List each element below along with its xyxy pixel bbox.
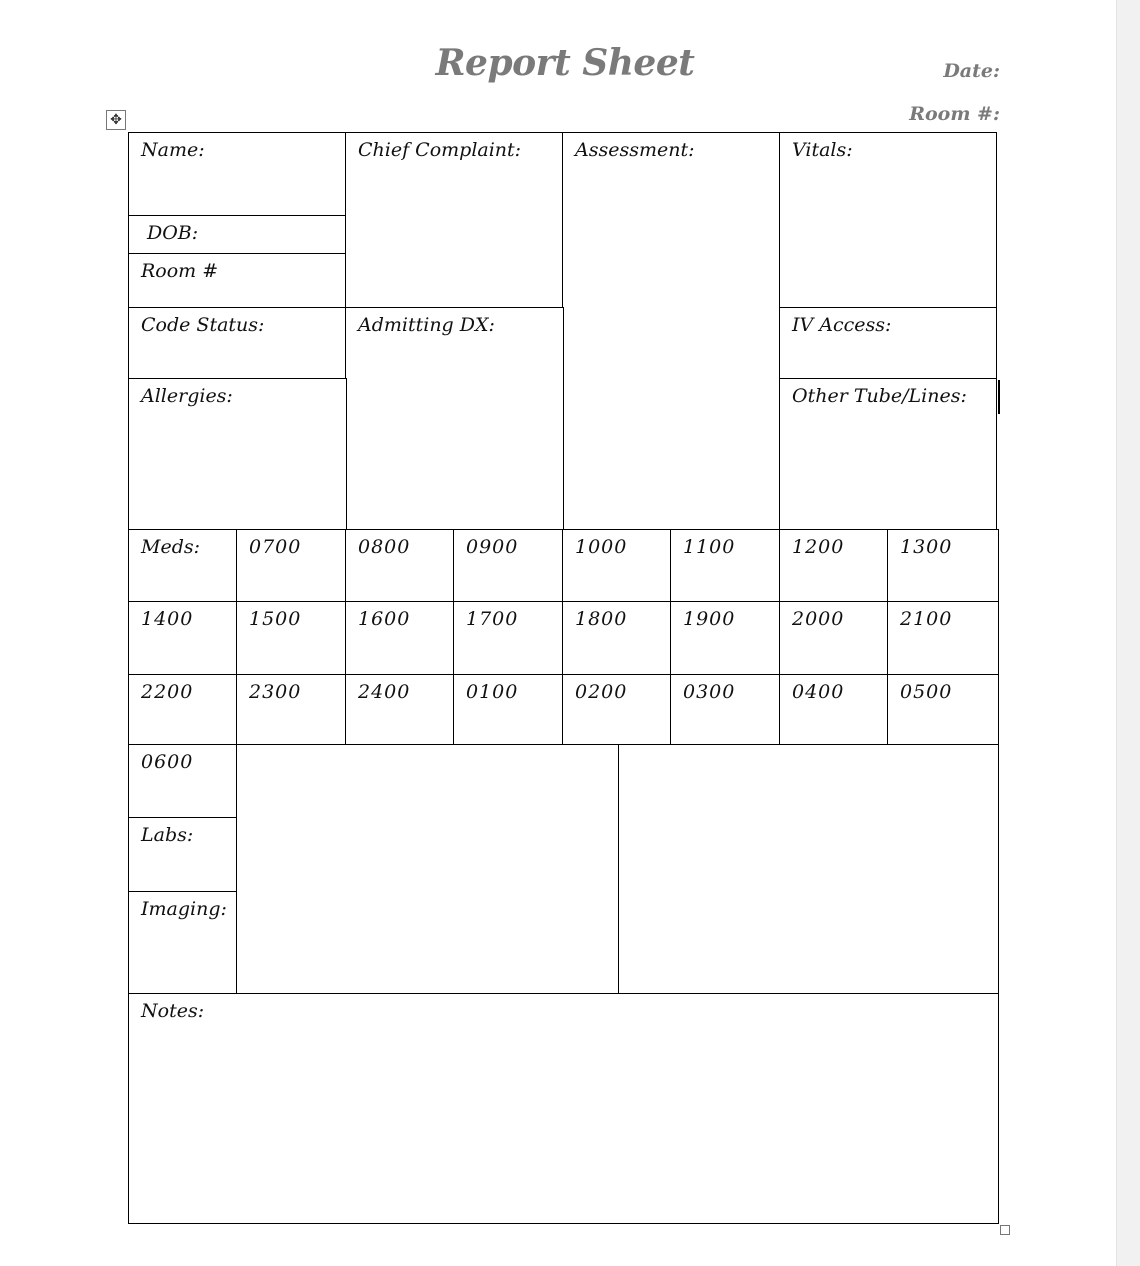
other-tubes-label: Other Tube/Lines: <box>792 385 967 407</box>
med-time-label: 1200 <box>792 536 845 558</box>
iv-access-label: IV Access: <box>792 314 892 336</box>
code-status-label: Code Status: <box>141 314 265 336</box>
code-status-cell[interactable] <box>128 307 347 380</box>
med-time-label: 1000 <box>575 536 628 558</box>
med-time-cell[interactable] <box>236 601 347 676</box>
chief-complaint-cell[interactable] <box>345 132 564 309</box>
med-time-cell[interactable] <box>236 674 347 746</box>
med-time-cell[interactable] <box>779 674 889 746</box>
dob-label: DOB: <box>147 222 199 244</box>
dob-cell[interactable] <box>128 215 347 255</box>
med-time-cell[interactable] <box>562 529 672 603</box>
meds-label-cell[interactable] <box>128 529 238 603</box>
med-time-cell[interactable] <box>887 674 999 746</box>
name-label: Name: <box>141 139 205 161</box>
time-0600-label: 0600 <box>141 751 194 773</box>
room-label: Room # <box>141 260 219 282</box>
med-time-label: 1600 <box>358 608 411 630</box>
med-time-label: 1700 <box>466 608 519 630</box>
med-time-label: 1500 <box>249 608 302 630</box>
allergies-label: Allergies: <box>141 385 233 407</box>
date-label: Date: <box>943 60 1000 82</box>
text-cursor <box>998 380 1000 414</box>
med-time-label: 0700 <box>249 536 302 558</box>
med-time-label: 2100 <box>900 608 953 630</box>
meds-label: Meds: <box>141 536 201 558</box>
med-time-cell[interactable] <box>670 601 781 676</box>
med-time-cell[interactable] <box>562 601 672 676</box>
room-number-label: Room #: <box>909 103 1000 125</box>
med-time-label: 1900 <box>683 608 736 630</box>
med-time-label: 0900 <box>466 536 519 558</box>
time-0600-cell[interactable] <box>128 744 238 819</box>
chief-complaint-label: Chief Complaint: <box>358 139 522 161</box>
med-time-label: 1400 <box>141 608 194 630</box>
name-cell[interactable] <box>128 132 347 217</box>
med-time-cell[interactable] <box>670 674 781 746</box>
labs-imaging-entry-area[interactable] <box>236 744 620 995</box>
imaging-cell[interactable] <box>128 891 238 995</box>
notes-label: Notes: <box>141 1000 205 1022</box>
med-time-cell[interactable] <box>887 601 999 676</box>
admitting-dx-label: Admitting DX: <box>358 314 495 336</box>
med-time-label: 2400 <box>358 681 411 703</box>
imaging-label: Imaging: <box>141 898 227 920</box>
med-time-cell[interactable] <box>887 529 999 603</box>
med-time-label: 1300 <box>900 536 953 558</box>
med-time-label: 1800 <box>575 608 628 630</box>
med-time-cell[interactable] <box>562 674 672 746</box>
room-cell[interactable] <box>128 253 347 309</box>
admitting-dx-cell[interactable] <box>345 307 564 531</box>
med-time-label: 0800 <box>358 536 411 558</box>
med-time-cell[interactable] <box>345 529 455 603</box>
med-time-cell[interactable] <box>670 529 781 603</box>
assessment-label: Assessment: <box>575 139 695 161</box>
allergies-cell[interactable] <box>128 378 347 531</box>
med-time-label: 0400 <box>792 681 845 703</box>
med-time-cell[interactable] <box>779 601 889 676</box>
med-time-label: 0200 <box>575 681 628 703</box>
labs-cell[interactable] <box>128 817 238 893</box>
right-entry-area[interactable] <box>618 744 999 995</box>
med-time-cell[interactable] <box>128 674 238 746</box>
med-time-label: 2300 <box>249 681 302 703</box>
med-time-label: 0100 <box>466 681 519 703</box>
table-resize-handle[interactable] <box>1000 1225 1010 1235</box>
med-time-cell[interactable] <box>779 529 889 603</box>
med-time-label: 0300 <box>683 681 736 703</box>
other-tubes-cell[interactable] <box>779 378 997 531</box>
page-title: Report Sheet <box>435 42 695 84</box>
labs-label: Labs: <box>141 824 194 846</box>
med-time-cell[interactable] <box>345 601 455 676</box>
vitals-cell[interactable] <box>779 132 997 309</box>
med-time-cell[interactable] <box>453 674 564 746</box>
vitals-label: Vitals: <box>792 139 853 161</box>
med-time-label: 0500 <box>900 681 953 703</box>
move-arrows-icon[interactable]: ✥ <box>106 110 126 130</box>
med-time-cell[interactable] <box>453 601 564 676</box>
assessment-cell[interactable] <box>562 132 781 531</box>
med-time-cell[interactable] <box>128 601 238 676</box>
med-time-cell[interactable] <box>345 674 455 746</box>
notes-cell[interactable] <box>128 993 999 1224</box>
med-time-label: 1100 <box>683 536 736 558</box>
med-time-cell[interactable] <box>453 529 564 603</box>
med-time-label: 2200 <box>141 681 194 703</box>
med-time-cell[interactable] <box>236 529 347 603</box>
med-time-label: 2000 <box>792 608 845 630</box>
vertical-scrollbar[interactable] <box>1116 0 1140 1266</box>
iv-access-cell[interactable] <box>779 307 997 380</box>
